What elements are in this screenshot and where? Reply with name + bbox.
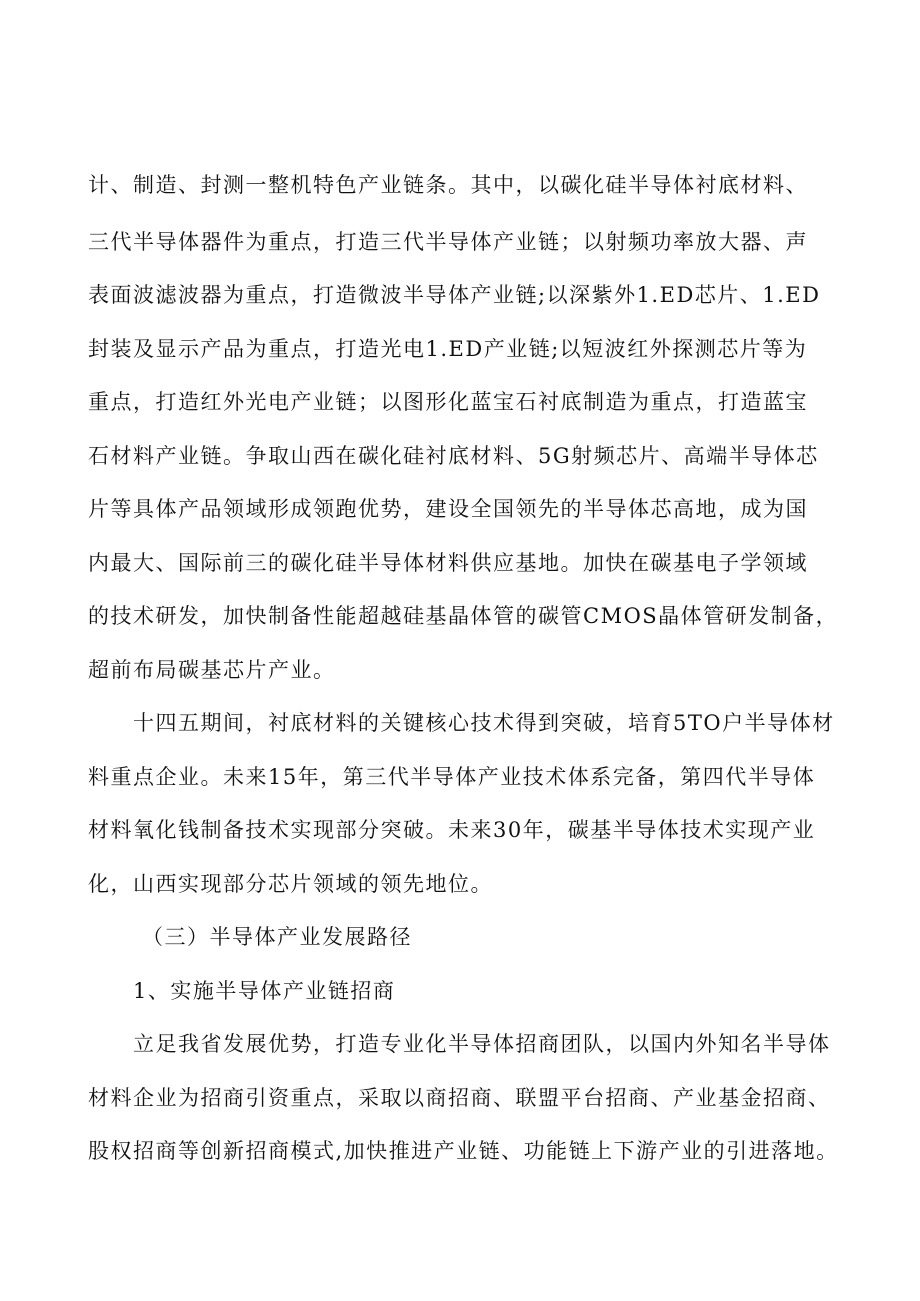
body-text-line: 料重点企业。未来15年，第三代半导体产业技术体系完备，第四代半导体 xyxy=(88,765,816,789)
body-text-line: 封装及显示产品为重点，打造光电1.ED产业链;以短波红外探测芯片等为 xyxy=(88,337,808,361)
body-text-line: 材料企业为招商引资重点，采取以商招商、联盟平台招商、产业基金招商、 xyxy=(88,1086,831,1110)
body-text-line: 十四五期间，衬底材料的关键核心技术得到突破，培育5TO户半导体材 xyxy=(133,711,835,735)
body-text-line: 股权招商等创新招商模式,加快推进产业链、功能链上下游产业的引进落地。 xyxy=(88,1139,839,1163)
body-text-line: 表面波滤波器为重点，打造微波半导体产业链;以深紫外1.ED芯片、1.ED xyxy=(88,283,821,307)
subsection-heading: 1、实施半导体产业链招商 xyxy=(133,979,396,1003)
body-text-line: 化，山西实现部分芯片领域的领先地位。 xyxy=(88,872,493,896)
body-text-line: 超前布局碳基芯片产业。 xyxy=(88,658,336,682)
section-heading: （三）半导体产业发展路径 xyxy=(142,925,412,949)
body-text-line: 片等具体产品领域形成领跑优势，建设全国领先的半导体芯高地，成为国 xyxy=(88,497,808,521)
body-text-line: 计、制造、封测一整机特色产业链条。其中，以碳化硅半导体衬底材料、 xyxy=(88,173,808,197)
body-text-line: 立足我省发展优势，打造专业化半导体招商团队，以国内外知名半导体 xyxy=(133,1032,831,1056)
body-text-line: 材料氧化钱制备技术实现部分突破。未来30年，碳基半导体技术实现产业 xyxy=(88,818,816,842)
body-text-line: 三代半导体器件为重点，打造三代半导体产业链；以射频功率放大器、声 xyxy=(88,230,808,254)
body-text-line: 内最大、国际前三的碳化硅半导体材料供应基地。加快在碳基电子学领域 xyxy=(88,551,808,575)
body-text-line: 的技术研发，加快制备性能超越硅基晶体管的碳管CMOS晶体管研发制备， xyxy=(88,604,839,628)
body-text-line: 石材料产业链。争取山西在碳化硅衬底材料、5G射频芯片、高端半导体芯 xyxy=(88,444,819,468)
body-text-line: 重点，打造红外光电产业链；以图形化蓝宝石衬底制造为重点，打造蓝宝 xyxy=(88,390,808,414)
